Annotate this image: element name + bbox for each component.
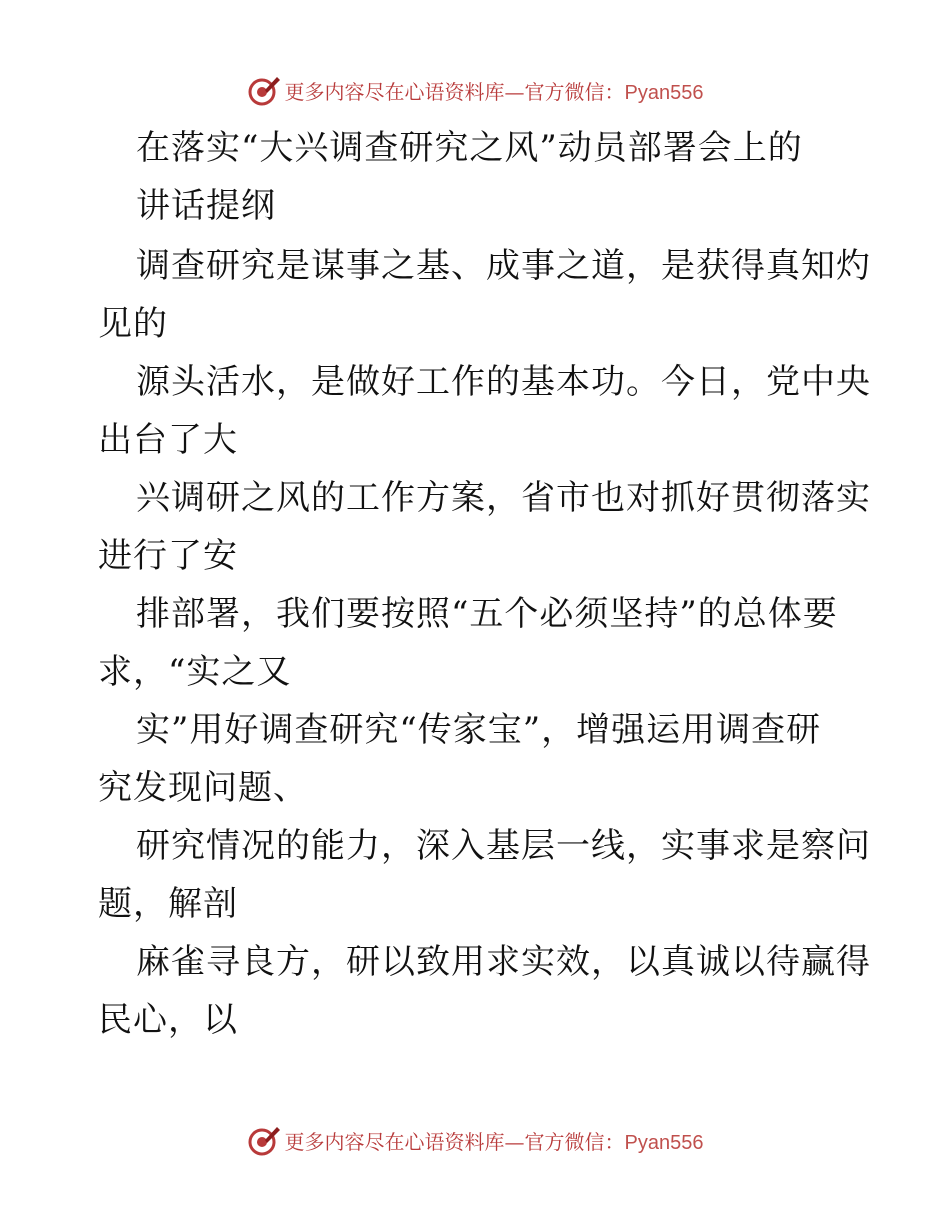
footer-banner <box>0 1120 950 1160</box>
header-banner <box>0 70 950 110</box>
text-line: 研究情况的能力，深入基层一线，实事求是察问 <box>136 826 871 866</box>
text-line: 民心，以 <box>98 1000 238 1040</box>
text-line: 排部署，我们要按照“五个必须坚持”的总体要 <box>136 594 838 634</box>
pen-logo-icon <box>247 73 281 107</box>
header-banner-text: 更多内容尽在心语资料库—官方微信：Pyan556 <box>284 79 704 104</box>
text-line: 实”用好调查研究“传家宝”，增强运用调查研 <box>136 710 822 750</box>
text-line: 麻雀寻良方，研以致用求实效，以真诚以待赢得 <box>136 942 871 982</box>
title-line: 讲话提纲 <box>136 186 276 226</box>
text-line: 见的 <box>98 304 168 344</box>
text-line: 调查研究是谋事之基、成事之道，是获得真知灼 <box>136 246 871 286</box>
text-line: 出台了大 <box>98 420 238 460</box>
text-line: 进行了安 <box>98 536 238 576</box>
text-line: 兴调研之风的工作方案，省市也对抓好贯彻落实 <box>136 478 871 518</box>
pen-logo-icon <box>247 1123 281 1157</box>
text-line: 究发现问题、 <box>98 768 308 808</box>
text-line: 题，解剖 <box>98 884 238 924</box>
footer-banner-text: 更多内容尽在心语资料库—官方微信：Pyan556 <box>284 1129 704 1154</box>
title-line: 在落实“大兴调查研究之风”动员部署会上的 <box>136 128 803 168</box>
text-line: 求，“实之又 <box>98 652 292 692</box>
text-line: 源头活水，是做好工作的基本功。今日，党中央 <box>136 362 871 402</box>
